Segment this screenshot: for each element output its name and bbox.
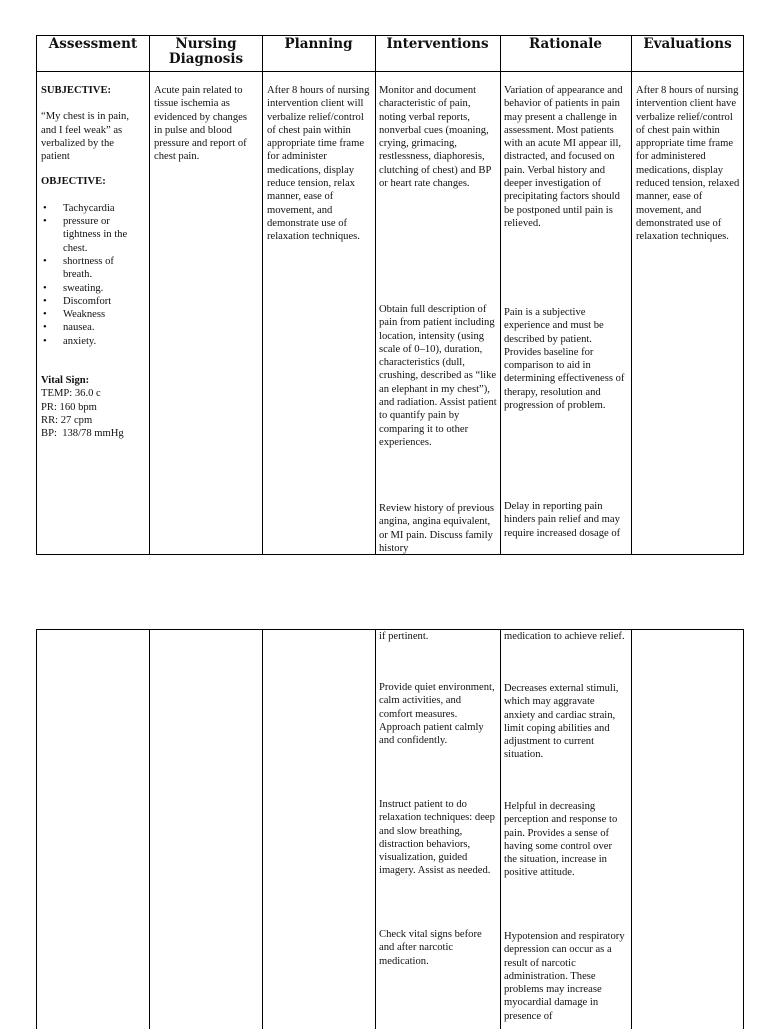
header-planning: Planning xyxy=(284,36,353,52)
subjective-text: “My chest is in pain, and I feel weak” as verbalized by the patient xyxy=(41,111,129,163)
header-nursing-diagnosis: Nursing Diagnosis xyxy=(168,36,244,67)
nursing-diagnosis-cell: Acute pain related to tissue ischemia as evidenced by changes in pulse and blood pressure and report of chest pain. xyxy=(154,85,247,163)
vital-bp: BP: 138/78 mmHg xyxy=(41,428,124,440)
rationale-item: medication to achieve relief. xyxy=(504,631,625,642)
evaluations-cell: After 8 hours of nursing intervention client have verbalize relief/control of chest pain within appropriate time frame for administered medications, display reduced tension, relaxed manner, ease of movement, and demonstrated use of relaxation techniques. xyxy=(636,85,740,243)
objective-item: • pressure or tightness in the chest. xyxy=(63,215,145,255)
rationale-item: Hypotension and respiratory depression can occur as a result of narcotic administration. These problems may increase myocardial damage in presence of xyxy=(504,931,625,1022)
column-divider xyxy=(631,630,632,1029)
objective-item: • shortness of breath. xyxy=(63,255,145,282)
header-divider xyxy=(37,71,743,72)
intervention-item: Review history of previous angina, angina equivalent, or MI pain. Discuss family history xyxy=(379,503,495,554)
intervention-item: Provide quiet environment, calm activities, and comfort measures. Approach patient calmly and confidently. xyxy=(379,682,495,747)
column-divider xyxy=(262,630,263,1029)
vital-pr: PR: 160 bpm xyxy=(41,401,97,413)
rationale-item: Pain is a subjective experience and must be described by patient. Provides baseline for comparison to aid in determining effectiveness of therapy, resolution and progression of problem. xyxy=(504,307,625,412)
column-divider xyxy=(149,36,150,554)
objective-item: • Discomfort xyxy=(63,295,145,308)
assessment-cell xyxy=(41,84,145,441)
column-divider xyxy=(149,630,150,1029)
column-divider xyxy=(500,36,501,554)
vital-rr: RR: 27 cpm xyxy=(41,414,93,426)
objective-item: • nausea. xyxy=(63,321,145,334)
vital-sign-label: Vital Sign: xyxy=(41,375,90,387)
column-divider xyxy=(375,630,376,1029)
column-divider xyxy=(631,36,632,554)
column-divider xyxy=(375,36,376,554)
rationale-item: Decreases external stimuli, which may aggravate anxiety and cardiac strain, limit coping abilities and adjustment to current situation. xyxy=(504,683,619,761)
column-divider xyxy=(500,630,501,1029)
objective-list xyxy=(41,202,145,348)
rationale-item: Variation of appearance and behavior of patients in pain may present a challenge in assessment. Most patients with an acute MI appear ill, distracted, and focused on pain. Verbal history and deeper investigation of precipitating factors should be postponed until pain is relieved. xyxy=(504,85,623,229)
objective-label: OBJECTIVE: xyxy=(41,176,106,188)
objective-item: • Tachycardia xyxy=(63,202,145,215)
planning-cell: After 8 hours of nursing intervention client will verbalize relief/control of chest pain within appropriate time frame for administer medications, display reduce tension, relax manner, ease of movement, and demonstrate use of relaxation techniques. xyxy=(267,85,370,243)
header-evaluations: Evaluations xyxy=(643,36,732,52)
care-plan-table-page-2 xyxy=(36,629,744,1029)
header-interventions: Interventions xyxy=(386,36,489,52)
rationale-item: Delay in reporting pain hinders pain relief and may require increased dosage of xyxy=(504,501,621,539)
intervention-item: if pertinent. xyxy=(379,631,429,642)
header-rationale: Rationale xyxy=(529,36,602,52)
header-assessment: Assessment xyxy=(48,36,138,52)
intervention-item: Instruct patient to do relaxation techniques: deep and slow breathing, distraction behaviors, visualization, guided imagery. Assist as needed. xyxy=(379,799,495,877)
intervention-item: Check vital signs before and after narcotic medication. xyxy=(379,929,482,967)
intervention-item: Obtain full description of pain from patient including location, intensity (using scale of 0–10), duration, characteristics (dull, crushing, described as “like an elephant in my chest”), and radiation. Assist patient to quantify pain by comparing it to other experiences. xyxy=(379,304,497,448)
objective-item: • Weakness xyxy=(63,308,145,321)
rationale-item: Helpful in decreasing perception and response to pain. Provides a sense of having some control over the situation, increase in positive attitude. xyxy=(504,801,618,879)
subjective-label: SUBJECTIVE: xyxy=(41,85,112,96)
care-plan-table-page-1 xyxy=(36,35,744,555)
vital-temp: TEMP: 36.0 c xyxy=(41,388,101,400)
objective-item: • sweating. xyxy=(63,282,145,295)
column-divider xyxy=(262,36,263,554)
intervention-item: Monitor and document characteristic of pain, noting verbal reports, nonverbal cues (moaning, crying, grimacing, restlessness, diaphoresis, clutching of chest) and BP or heart rate changes. xyxy=(379,85,491,190)
objective-item: • anxiety. xyxy=(63,335,145,348)
